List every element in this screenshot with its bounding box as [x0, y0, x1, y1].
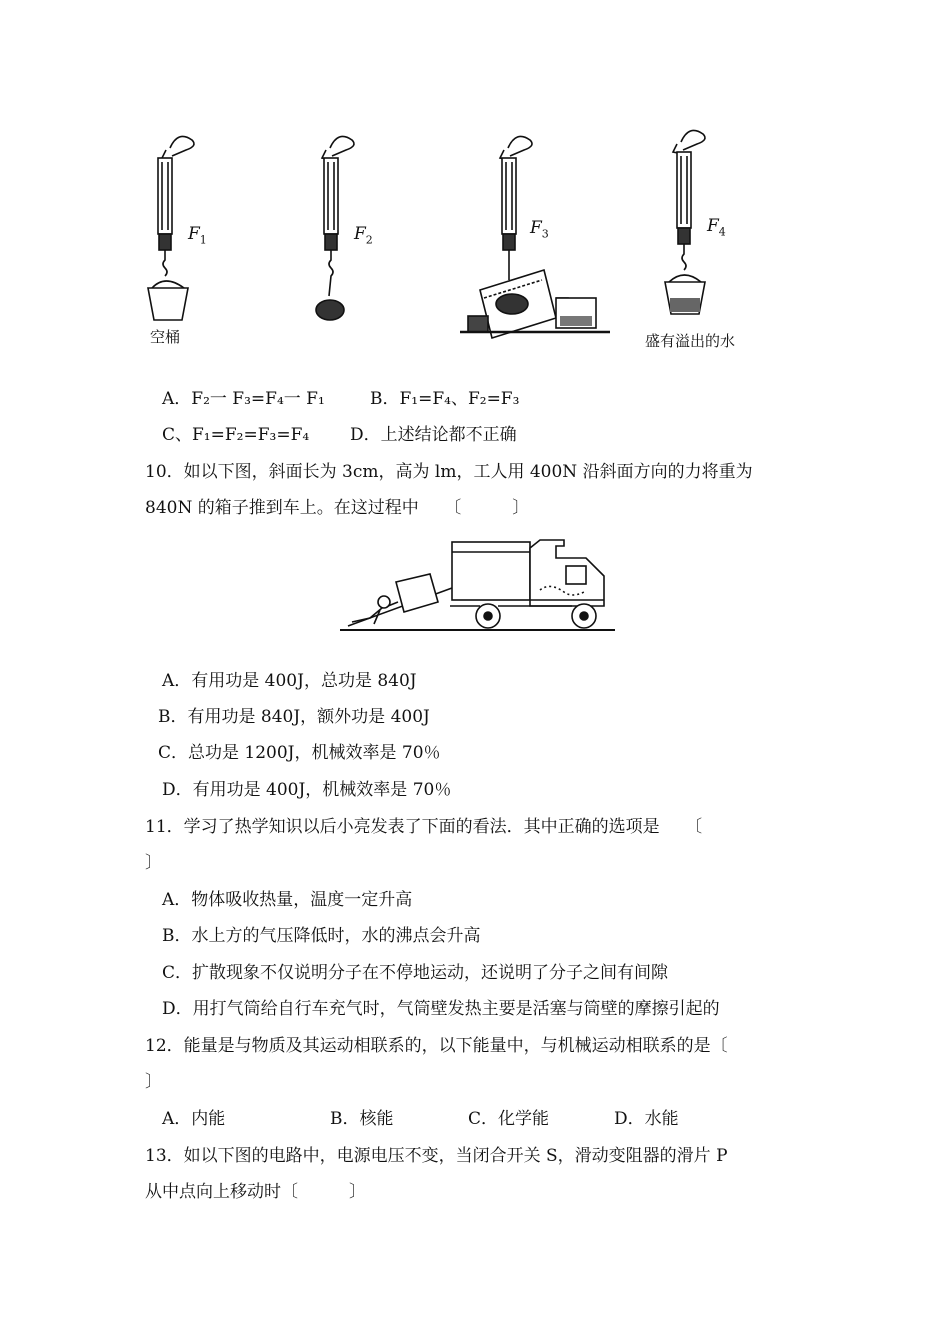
q11-stem-line2: 〕 [145, 853, 162, 873]
caption-overflow-water: 盛有溢出的水 [645, 332, 736, 350]
spring-scale-f4 [645, 120, 785, 360]
q12-stem-line1: 12．能量是与物质及其运动相联系的，以下能量中，与机械运动相联系的是〔 [145, 1036, 728, 1056]
label-f3: $F_3$ [530, 218, 549, 241]
q12-option-b: B．核能 [330, 1109, 394, 1129]
q13-stem-line1: 13．如以下图的电路中，电源电压不变，当闭合开关 S，滑动变阻器的滑片 P [145, 1146, 728, 1166]
q11-option-c: C．扩散现象不仅说明分子在不停地运动，还说明了分子之间有间隙 [162, 963, 669, 983]
q12-option-c: C．化学能 [468, 1109, 550, 1129]
q9-option-c: C、F₁=F₂=F₃=F₄ [162, 425, 310, 445]
q9-option-b: B．F₁=F₄、F₂=F₃ [370, 389, 520, 409]
spring-scale-figure [140, 120, 800, 360]
q10-option-a: A．有用功是 400J，总功是 840J [162, 671, 417, 691]
q9-option-d: D．上述结论都不正确 [350, 425, 517, 445]
q11-stem-line1: 11．学习了热学知识以后小亮发表了下面的看法．其中正确的选项是 〔 [145, 817, 703, 837]
q10-option-d: D．有用功是 400J，机械效率是 70％ [162, 780, 452, 800]
q10-option-b: B．有用功是 840J，额外功是 400J [158, 707, 430, 727]
spring-scale-f3 [460, 120, 600, 360]
q9-option-a: A．F₂一 F₃=F₄一 F₁ [162, 389, 325, 409]
q10-stem-line2: 840N 的箱子推到车上。在这过程中 〔 〕 [145, 498, 530, 518]
q11-option-b: B．水上方的气压降低时，水的沸点会升高 [162, 926, 481, 946]
label-f4: $F_4$ [707, 216, 726, 239]
label-f1: $F_1$ [188, 224, 207, 247]
q11-option-a: A．物体吸收热量，温度一定升高 [162, 890, 413, 910]
q12-option-d: D．水能 [614, 1109, 679, 1129]
spring-scale-f1 [140, 120, 280, 360]
q13-stem-line2: 从中点向上移动时〔 〕 [145, 1182, 366, 1202]
q11-option-d: D．用打气筒给自行车充气时，气筒壁发热主要是活塞与筒壁的摩擦引起的 [162, 999, 720, 1019]
q12-option-a: A．内能 [162, 1109, 226, 1129]
label-f2: $F_2$ [354, 224, 373, 247]
q12-stem-line2: 〕 [145, 1072, 162, 1092]
q10-stem-line1: 10．如以下图，斜面长为 3cm，高为 lm，工人用 400N 沿斜面方向的力将重为 [145, 462, 753, 482]
caption-empty-bucket: 空桶 [150, 328, 181, 346]
q10-option-c: C．总功是 1200J，机械效率是 70％ [158, 743, 441, 763]
truck-ramp-figure [340, 530, 615, 635]
spring-scale-f2 [308, 120, 448, 360]
